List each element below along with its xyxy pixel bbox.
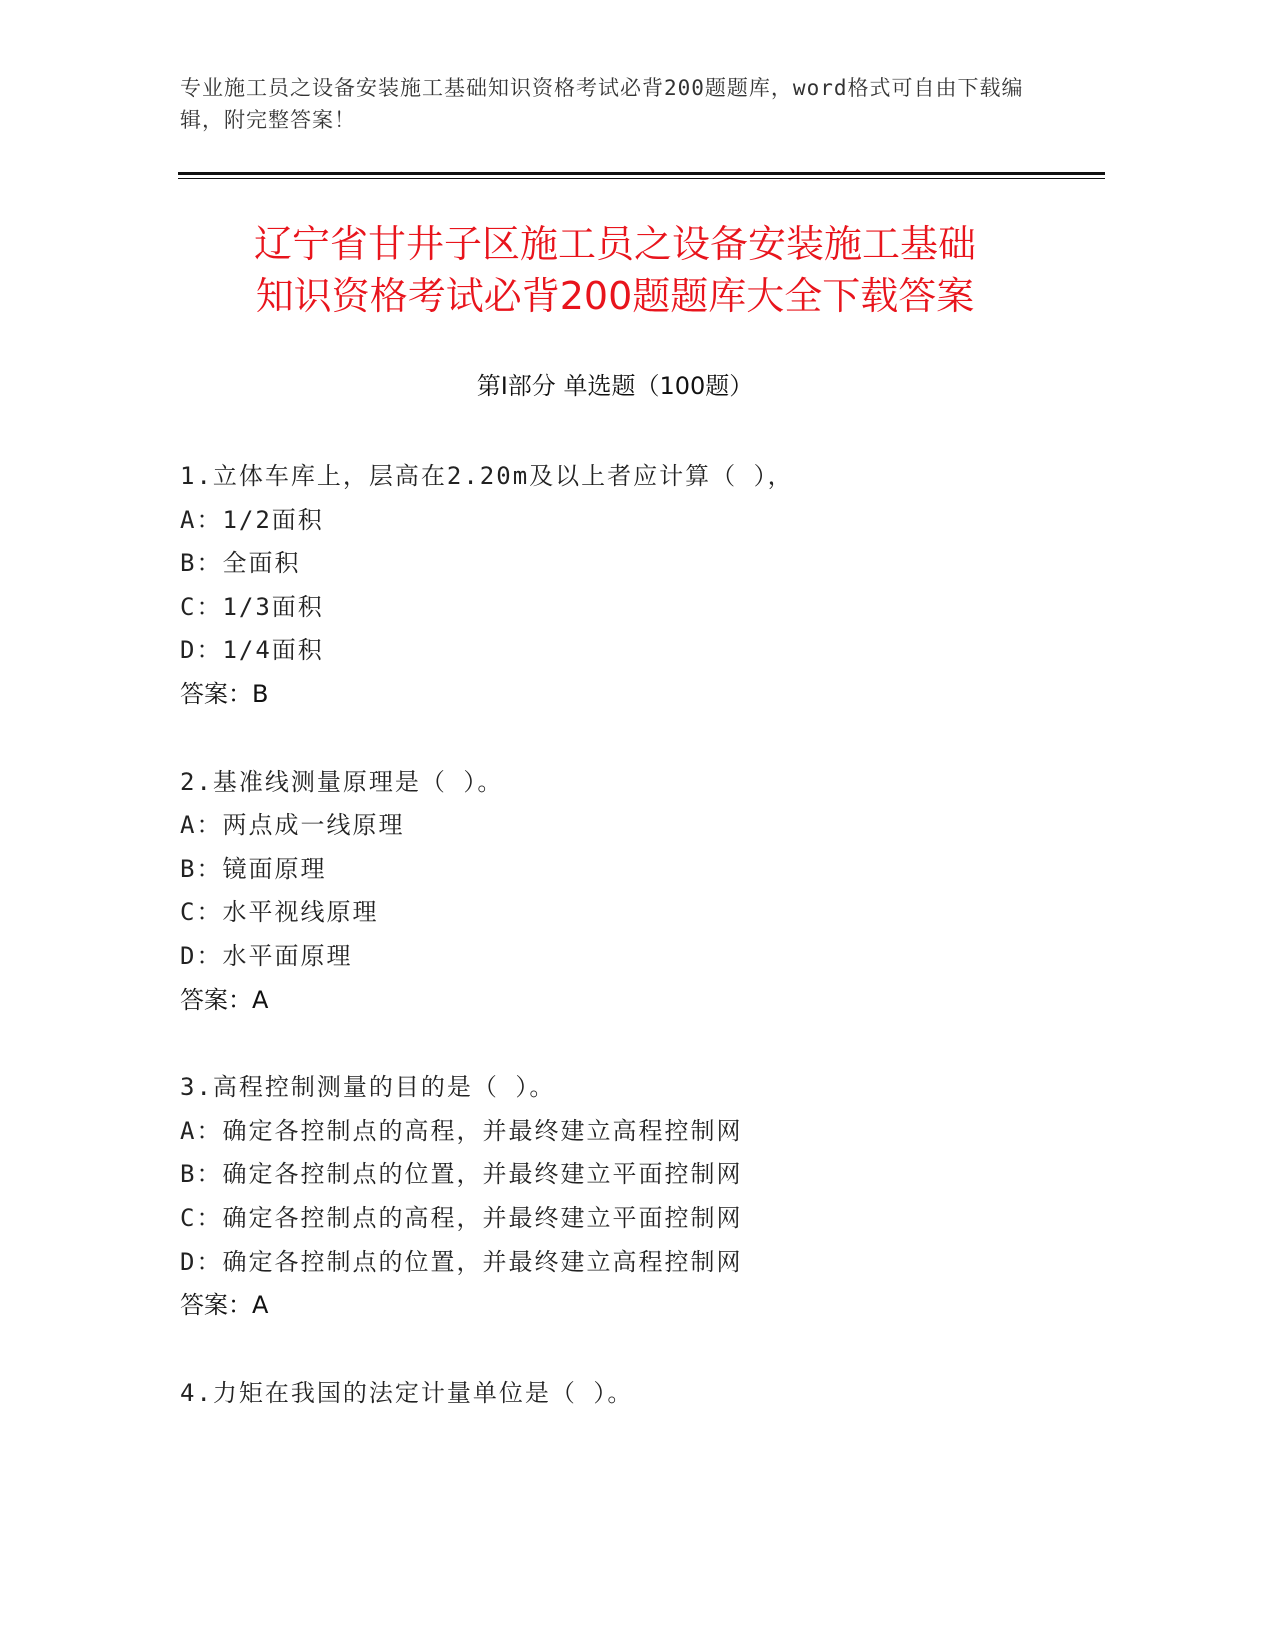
option-a: A：两点成一线原理	[180, 811, 405, 840]
answer: 答案：B	[180, 679, 269, 708]
question-3	[180, 1066, 1080, 1328]
option-a: A：1/2面积	[180, 505, 324, 534]
question-stem: 4.力矩在我国的法定计量单位是（ ）。	[180, 1378, 634, 1407]
header-rule-thin	[178, 178, 1105, 179]
option-c: C：确定各控制点的高程，并最终建立平面控制网	[180, 1203, 743, 1232]
answer: 答案：A	[180, 985, 269, 1014]
document-title-line-1: 辽宁省甘井子区施工员之设备安装施工基础	[253, 222, 976, 266]
question-list	[180, 455, 1080, 1459]
option-d: D：1/4面积	[180, 636, 324, 665]
option-b: B：全面积	[180, 549, 301, 578]
question-stem: 2.基准线测量原理是（ ）。	[180, 767, 504, 796]
question-1	[180, 455, 1080, 717]
option-a: A：确定各控制点的高程，并最终建立高程控制网	[180, 1116, 743, 1145]
option-d: D：水平面原理	[180, 941, 353, 970]
document-title-line-2: 知识资格考试必背200题题库大全下载答案	[255, 274, 975, 318]
question-stem: 1.立体车库上，层高在2.20m及以上者应计算（ ），	[180, 462, 794, 490]
question-2	[180, 761, 1080, 1023]
question-stem: 3.高程控制测量的目的是（ ）。	[180, 1073, 556, 1102]
header-rule-thick	[178, 172, 1105, 175]
header-note: 专业施工员之设备安装施工基础知识资格考试必背200题题库，word格式可自由下载编辑，附完整答案！	[180, 76, 1024, 132]
section-title: 第Ⅰ部分 单选题（100题）	[476, 372, 754, 400]
document-title	[150, 218, 1080, 322]
answer: 答案：A	[180, 1291, 269, 1320]
option-c: C：1/3面积	[180, 592, 324, 621]
option-d: D：确定各控制点的位置，并最终建立高程控制网	[180, 1247, 743, 1276]
option-c: C：水平视线原理	[180, 898, 379, 927]
question-4	[180, 1372, 1080, 1416]
option-b: B：确定各控制点的位置，并最终建立平面控制网	[180, 1160, 743, 1189]
option-b: B：镜面原理	[180, 854, 327, 883]
